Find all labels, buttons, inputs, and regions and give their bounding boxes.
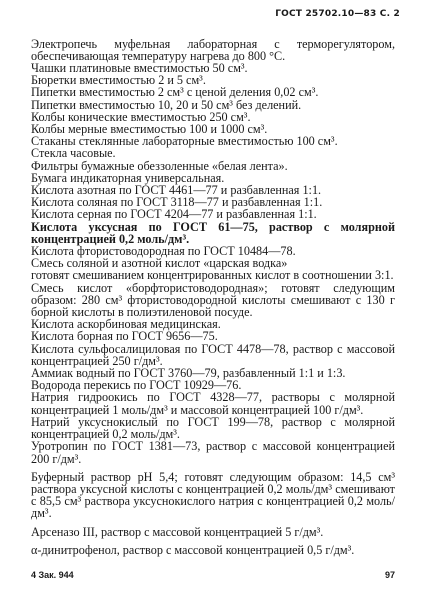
paragraph-text: Натрий уксуснокислый по ГОСТ 199—78, раствор с молярной концентрацией 0,2 моль/дм³. bbox=[31, 414, 395, 442]
paragraph-text: Колбы конические вместимостью 250 см³. bbox=[31, 109, 251, 124]
paragraph-text: α-динитрофенол, раствор с массовой концентрацией 0,5 г/дм³. bbox=[31, 542, 355, 557]
paragraph-text: Чашки платиновые вместимостью 50 см³. bbox=[31, 61, 248, 75]
paragraph-acetic-acid bbox=[31, 221, 395, 245]
paragraph-text: Пипетки вместимостью 10, 20 и 50 см³ без делений. bbox=[31, 97, 302, 112]
footer-order-number: 4 Зак. 944 bbox=[31, 570, 74, 580]
paragraph-text: Уротропин по ГОСТ 1381—73, раствор с массовой концентрацией 200 г/дм³. bbox=[31, 439, 395, 466]
paragraph-text: Электропечь муфельная лабораторная с терморегулятором, обеспечивающая температуру нагрева до 800 °С. bbox=[31, 37, 395, 64]
paragraph-sodium-acetate bbox=[31, 416, 395, 440]
document-body bbox=[31, 38, 395, 556]
page-header: ГОСТ 25702.10—83 С. 2 bbox=[275, 9, 400, 19]
paragraph-text: Колбы мерные вместимостью 100 и 1000 см³. bbox=[31, 122, 268, 137]
paragraph-dinitrophenol bbox=[31, 544, 395, 556]
paragraph-text: Бумага индикаторная универсальная. bbox=[31, 170, 225, 185]
paragraph-text: Бюретки вместимостью 2 и 5 см³. bbox=[31, 73, 206, 88]
paragraph-text: Арсеназо III, раствор с массовой концентрацией 5 г/дм³. bbox=[31, 524, 324, 539]
paragraph-sodium-hydroxide bbox=[31, 391, 395, 415]
paragraph-text: Фильтры бумажные обеззоленные «белая лента». bbox=[31, 158, 288, 173]
paragraph-text: Кислота фтористоводородная по ГОСТ 10484—78. bbox=[31, 244, 296, 259]
paragraph-text: Кислота серная по ГОСТ 4204—77 и разбавленная 1:1. bbox=[31, 207, 317, 222]
paragraph-fluoroboric-mix bbox=[31, 282, 395, 319]
paragraph-urotropin bbox=[31, 440, 395, 464]
paragraph-text: Кислота азотная по ГОСТ 4461—77 и разбавленная 1:1. bbox=[31, 183, 322, 198]
paragraph-text: Стекла часовые. bbox=[31, 146, 116, 161]
paragraph-furnace bbox=[31, 38, 395, 62]
paragraph-text: Пипетки вместимостью 2 см³ с ценой деления 0,02 см³. bbox=[31, 85, 319, 100]
paragraph-text: Кислота аскорбиновая медицинская. bbox=[31, 317, 221, 332]
paragraph-text: Кислота борная по ГОСТ 9656—75. bbox=[31, 329, 218, 344]
paragraph-text: Водорода перекись по ГОСТ 10929—76. bbox=[31, 378, 242, 393]
paragraph-text: Кислота сульфосалициловая по ГОСТ 4478—78, раствор с массовой концентрацией 250 г/дм³. bbox=[31, 341, 395, 368]
paragraph-arsenazo bbox=[31, 526, 395, 538]
paragraph-text: Смесь соляной и азотной кислот «царская водка» bbox=[31, 256, 288, 271]
paragraph-text: Смесь кислот «борфтористоводородная»; готовят следующим образом: 280 см³ фтористоводородной кислоты смешивают с 130 г борной кислоты в полиэтиленовой посуде. bbox=[31, 280, 395, 320]
paragraph-text: Кислота уксусная по ГОСТ 61—75, раствор с молярной концентрацией 0,2 моль/дм³. bbox=[31, 219, 395, 246]
page-number: 97 bbox=[384, 570, 395, 580]
paragraph-text: Стаканы стеклянные лабораторные вместимостью 100 см³. bbox=[31, 134, 338, 149]
paragraph-text: готовят смешиванием концентрированных кислот в соотношении 3:1. bbox=[31, 268, 394, 283]
paragraph-text: Натрия гидроокись по ГОСТ 4328—77, растворы с молярной концентрацией 1 моль/дм³ и массовой концентрацией 100 г/дм³. bbox=[31, 390, 395, 417]
paragraph-sulfosalicylic-acid bbox=[31, 343, 395, 367]
paragraph-text: Буферный раствор рН 5,4; готовят следующим образом: 14,5 см³ раствора уксусной кислоты с концентрацией 0,2 моль/дм³ смешивают с 85,5 см³ раствора уксуснокислого натрия с концентрацией 0,2 моль/дм³. bbox=[31, 469, 395, 521]
paragraph-text: Аммиак водный по ГОСТ 3760—79, разбавленный 1:1 и 1:3. bbox=[31, 366, 346, 381]
paragraph-text: Кислота соляная по ГОСТ 3118—77 и разбавленная 1:1. bbox=[31, 195, 323, 210]
paragraph-buffer bbox=[31, 471, 395, 520]
